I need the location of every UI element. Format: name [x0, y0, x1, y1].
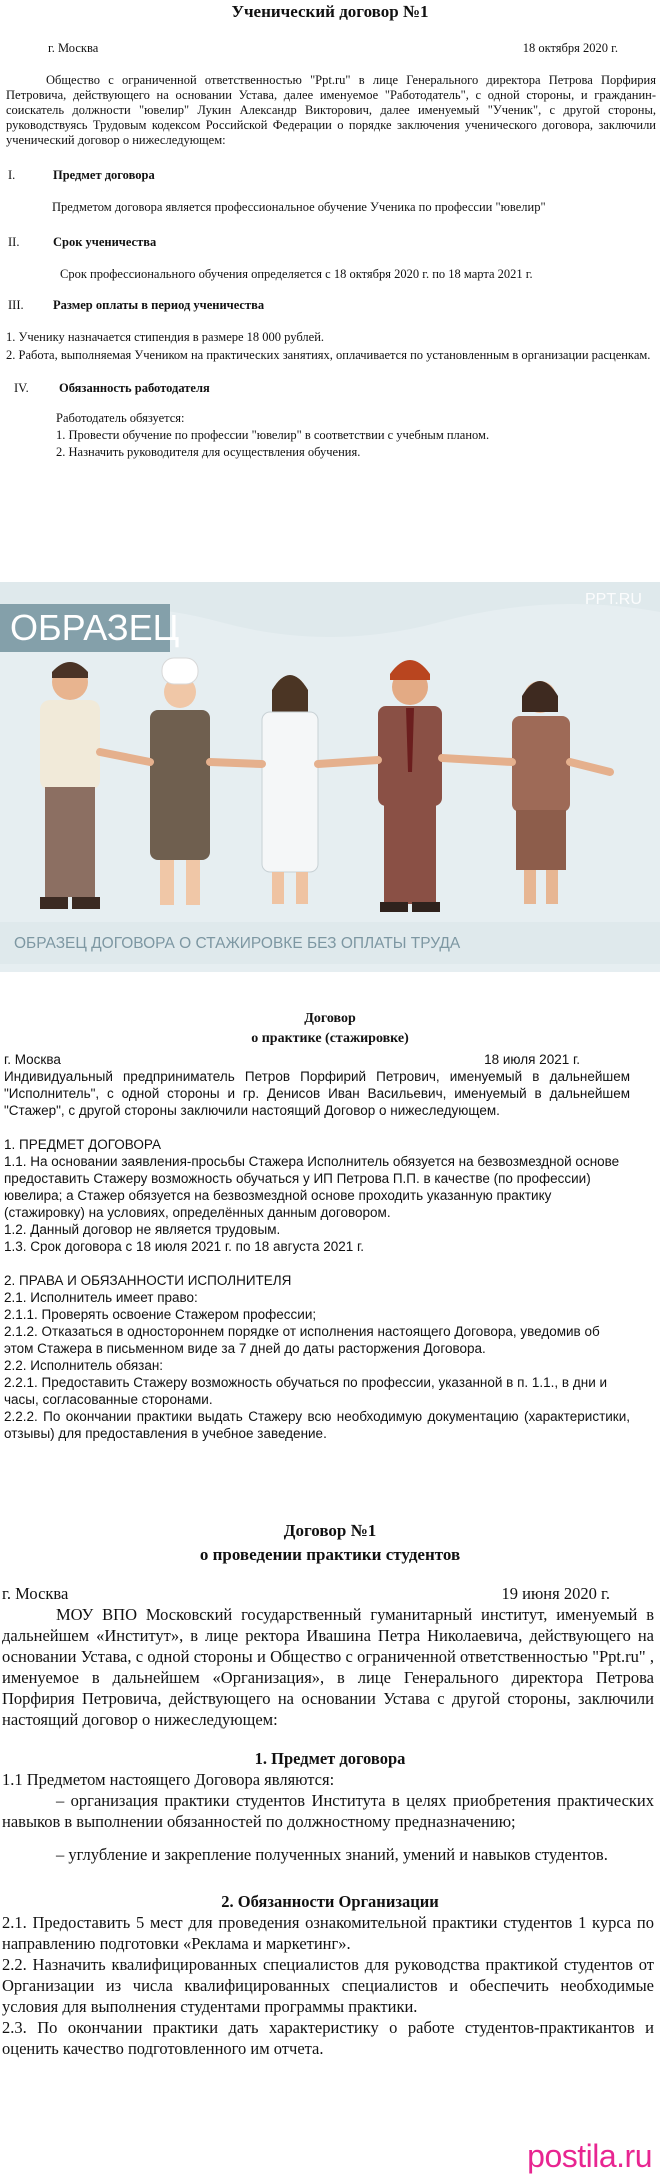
doc3-title2: о проведении практики студентов: [199, 1545, 461, 1564]
doc1-section-3-heading: [8, 298, 660, 313]
student-contract-section: [0, 0, 660, 575]
banner-caption: ОБРАЗЕЦ ДОГОВОРА О СТАЖИРОВКЕ БЕЗ ОПЛАТЫ ТРУДА: [14, 935, 461, 952]
doc1-city-date-row: [48, 41, 618, 56]
doc3-s2-title: 2. Обязанности Организации: [221, 1892, 439, 1911]
doc2-intro: Индивидуальный предприниматель Петров Порфирий Петрович, именуемый в дальнейшем "Исполнитель", с одной стороны и гр. Денисов Иван Васильевич, именуемый в дальнейшем "Стажер", с другой стороны заключили настоящий Договор о нижеследующем.: [4, 1069, 630, 1118]
doc2-s2-p4: 2.2. Исполнитель обязан:: [4, 1358, 164, 1373]
postila-watermark: postila.ru: [527, 2138, 652, 2174]
doc1-s2-title: Срок ученичества: [53, 235, 157, 249]
banner-illustration: [0, 582, 660, 972]
doc1-title: Ученический договор №1: [231, 2, 429, 21]
doc1-date: 18 октября 2020 г.: [522, 41, 618, 55]
doc2-title2: о практике (стажировке): [251, 1031, 409, 1046]
sample-banner: [0, 582, 660, 972]
doc2-s2-p3: 2.1.2. Отказаться в одностороннем порядке от исполнения настоящего Договора, уведомив об этом Стажера в письменном виде за 7 дней до даты расторжения Договора.: [4, 1324, 600, 1356]
doc1-s4-num: IV.: [14, 381, 29, 395]
doc1-s4-title: Обязанность работодателя: [59, 381, 210, 395]
doc2-s2-p2: 2.1.1. Проверять освоение Стажером профессии;: [4, 1307, 317, 1322]
doc1-city: г. Москва: [48, 41, 99, 55]
doc3-s1-b2: – углубление и закрепление полученных знаний, умений и навыков студентов.: [56, 1845, 608, 1864]
doc1-section-1-heading: [8, 168, 660, 183]
doc2-s2-p5: 2.2.1. Предоставить Стажеру возможность обучаться по профессии, указанной в п. 1.1., в дни и часы, согласованные сторонами.: [4, 1375, 608, 1407]
doc1-s2-text: Срок профессионального обучения определяется с 18 октября 2020 г. по 18 марта 2021 г.: [60, 267, 533, 281]
banner-brand: PPT.RU: [585, 591, 642, 608]
doc3-city: г. Москва: [2, 1584, 69, 1603]
doc1-section-2-heading: [8, 235, 660, 250]
doc3-date: 19 июня 2020 г.: [501, 1584, 610, 1603]
doc3-title1: Договор №1: [283, 1521, 377, 1540]
doc3-intro: МОУ ВПО Московский государственный гуманитарный институт, именуемый в дальнейшем «Институт», в лице ректора Ивашина Петра Николаевича, действующего на основании Устава, с одной стороны и Общество с ограниченной ответственностью "Ppt.ru" , именуемое в дальнейшем «Организация», в лице Генерального директора Петрова Порфирия Петровича, действующего на основании Устава с другой стороны, заключили настоящий договор о нижеследующем:: [2, 1605, 654, 1729]
internship-contract-section: [0, 1010, 660, 1510]
doc3-s1-b1: – организация практики студентов Института в целях приобретения практических навыков в выполнении обязанностей по должностному предназначению;: [2, 1791, 654, 1831]
doc3-s2-p2: 2.2. Назначить квалифицированных специалистов для руководства практикой студентов от Организации из числа квалифицированных специалистов и обеспечить необходимые условия для выполнения студентами программы практики.: [2, 1955, 654, 2016]
doc2-s1-p2: 1.2. Данный договор не является трудовым.: [4, 1222, 281, 1237]
doc2-s1-p3: 1.3. Срок договора с 18 июля 2021 г. по 18 августа 2021 г.: [4, 1239, 365, 1254]
doc1-s3-num: III.: [8, 298, 24, 312]
doc1-s4-item2: 2. Назначить руководителя для осуществления обучения.: [56, 445, 361, 459]
doc3-s2-p1: 2.1. Предоставить 5 мест для проведения ознакомительной практики студентов 1 курса по направлению подготовки «Реклама и маркетинг».: [2, 1913, 654, 1953]
doc1-s1-num: I.: [8, 168, 16, 182]
doc1-s4-item1: 1. Провести обучение по профессии "ювелир" в соответствии с учебным планом.: [56, 428, 490, 442]
doc1-s1-text: Предметом договора является профессиональное обучение Ученика по профессии "ювелир": [52, 200, 546, 214]
banner-label: ОБРАЗЕЦ: [10, 607, 180, 648]
doc2-s1-p1: 1.1. На основании заявления-просьбы Стажера Исполнитель обязуется на безвозмездной основе предоставить Стажеру возможность обучаться у ИП Петрова П.П. в качестве (по профессии) ювелира; а Стажер обязуется на безвозмездной основе проходить указанную практику (стажировку) на условиях, определённых данным договором.: [4, 1154, 620, 1220]
doc2-city: г. Москва: [4, 1052, 61, 1067]
doc3-s1-p1: 1.1 Предметом настоящего Договора являются:: [2, 1770, 335, 1789]
student-practice-contract-section: [0, 1520, 660, 2173]
doc3-s2-p3: 2.3. По окончании практики дать характеристику о работе студентов-практикантов и оценить качество подготовленного им отчета.: [2, 2018, 654, 2058]
doc1-s3-title: Размер оплаты в период ученичества: [53, 298, 265, 312]
doc3-city-date-row: [2, 1583, 610, 1604]
doc2-s2-p6: 2.2.2. По окончании практики выдать Стажеру всю необходимую документацию (характеристики, отзывы) для предоставления в учебное заведение.: [4, 1409, 630, 1441]
doc2-s2-p1: 2.1. Исполнитель имеет право:: [4, 1290, 198, 1305]
doc1-intro: Общество с ограниченной ответственностью "Ppt.ru" в лице Генерального директора Петрова Порфирия Петровича, действующего на основании Устава, далее именуемое "Работодатель", с одной стороны, и гражданин-соискатель должности "ювелир" Лукин Александр Викторович, далее именуемый "Ученик", с другой стороны, руководствуясь Трудовым кодексом Российской Федерации о порядке заключения ученического договора, заключили ученический договор о нижеследующем:: [6, 73, 656, 147]
doc2-date: 18 июля 2021 г.: [484, 1052, 580, 1067]
doc1-s2-num: II.: [8, 235, 20, 249]
doc1-section-4-heading: [14, 381, 660, 396]
doc1-s3-item2: 2. Работа, выполняемая Учеником на практических занятиях, оплачивается по установленным в организации расценкам.: [6, 348, 651, 362]
doc2-city-date-row: [4, 1051, 580, 1068]
doc3-s1-title: 1. Предмет договора: [254, 1749, 406, 1768]
doc1-s3-item1: 1. Ученику назначается стипендия в размере 18 000 рублей.: [6, 330, 325, 344]
doc1-s4-lead: Работодатель обязуется:: [56, 411, 185, 425]
doc2-s2-title: 2. ПРАВА И ОБЯЗАННОСТИ ИСПОЛНИТЕЛЯ: [4, 1273, 292, 1288]
doc2-s1-title: 1. ПРЕДМЕТ ДОГОВОРА: [4, 1137, 161, 1152]
doc2-title1: Договор: [304, 1011, 356, 1026]
doc1-s1-title: Предмет договора: [53, 168, 155, 182]
